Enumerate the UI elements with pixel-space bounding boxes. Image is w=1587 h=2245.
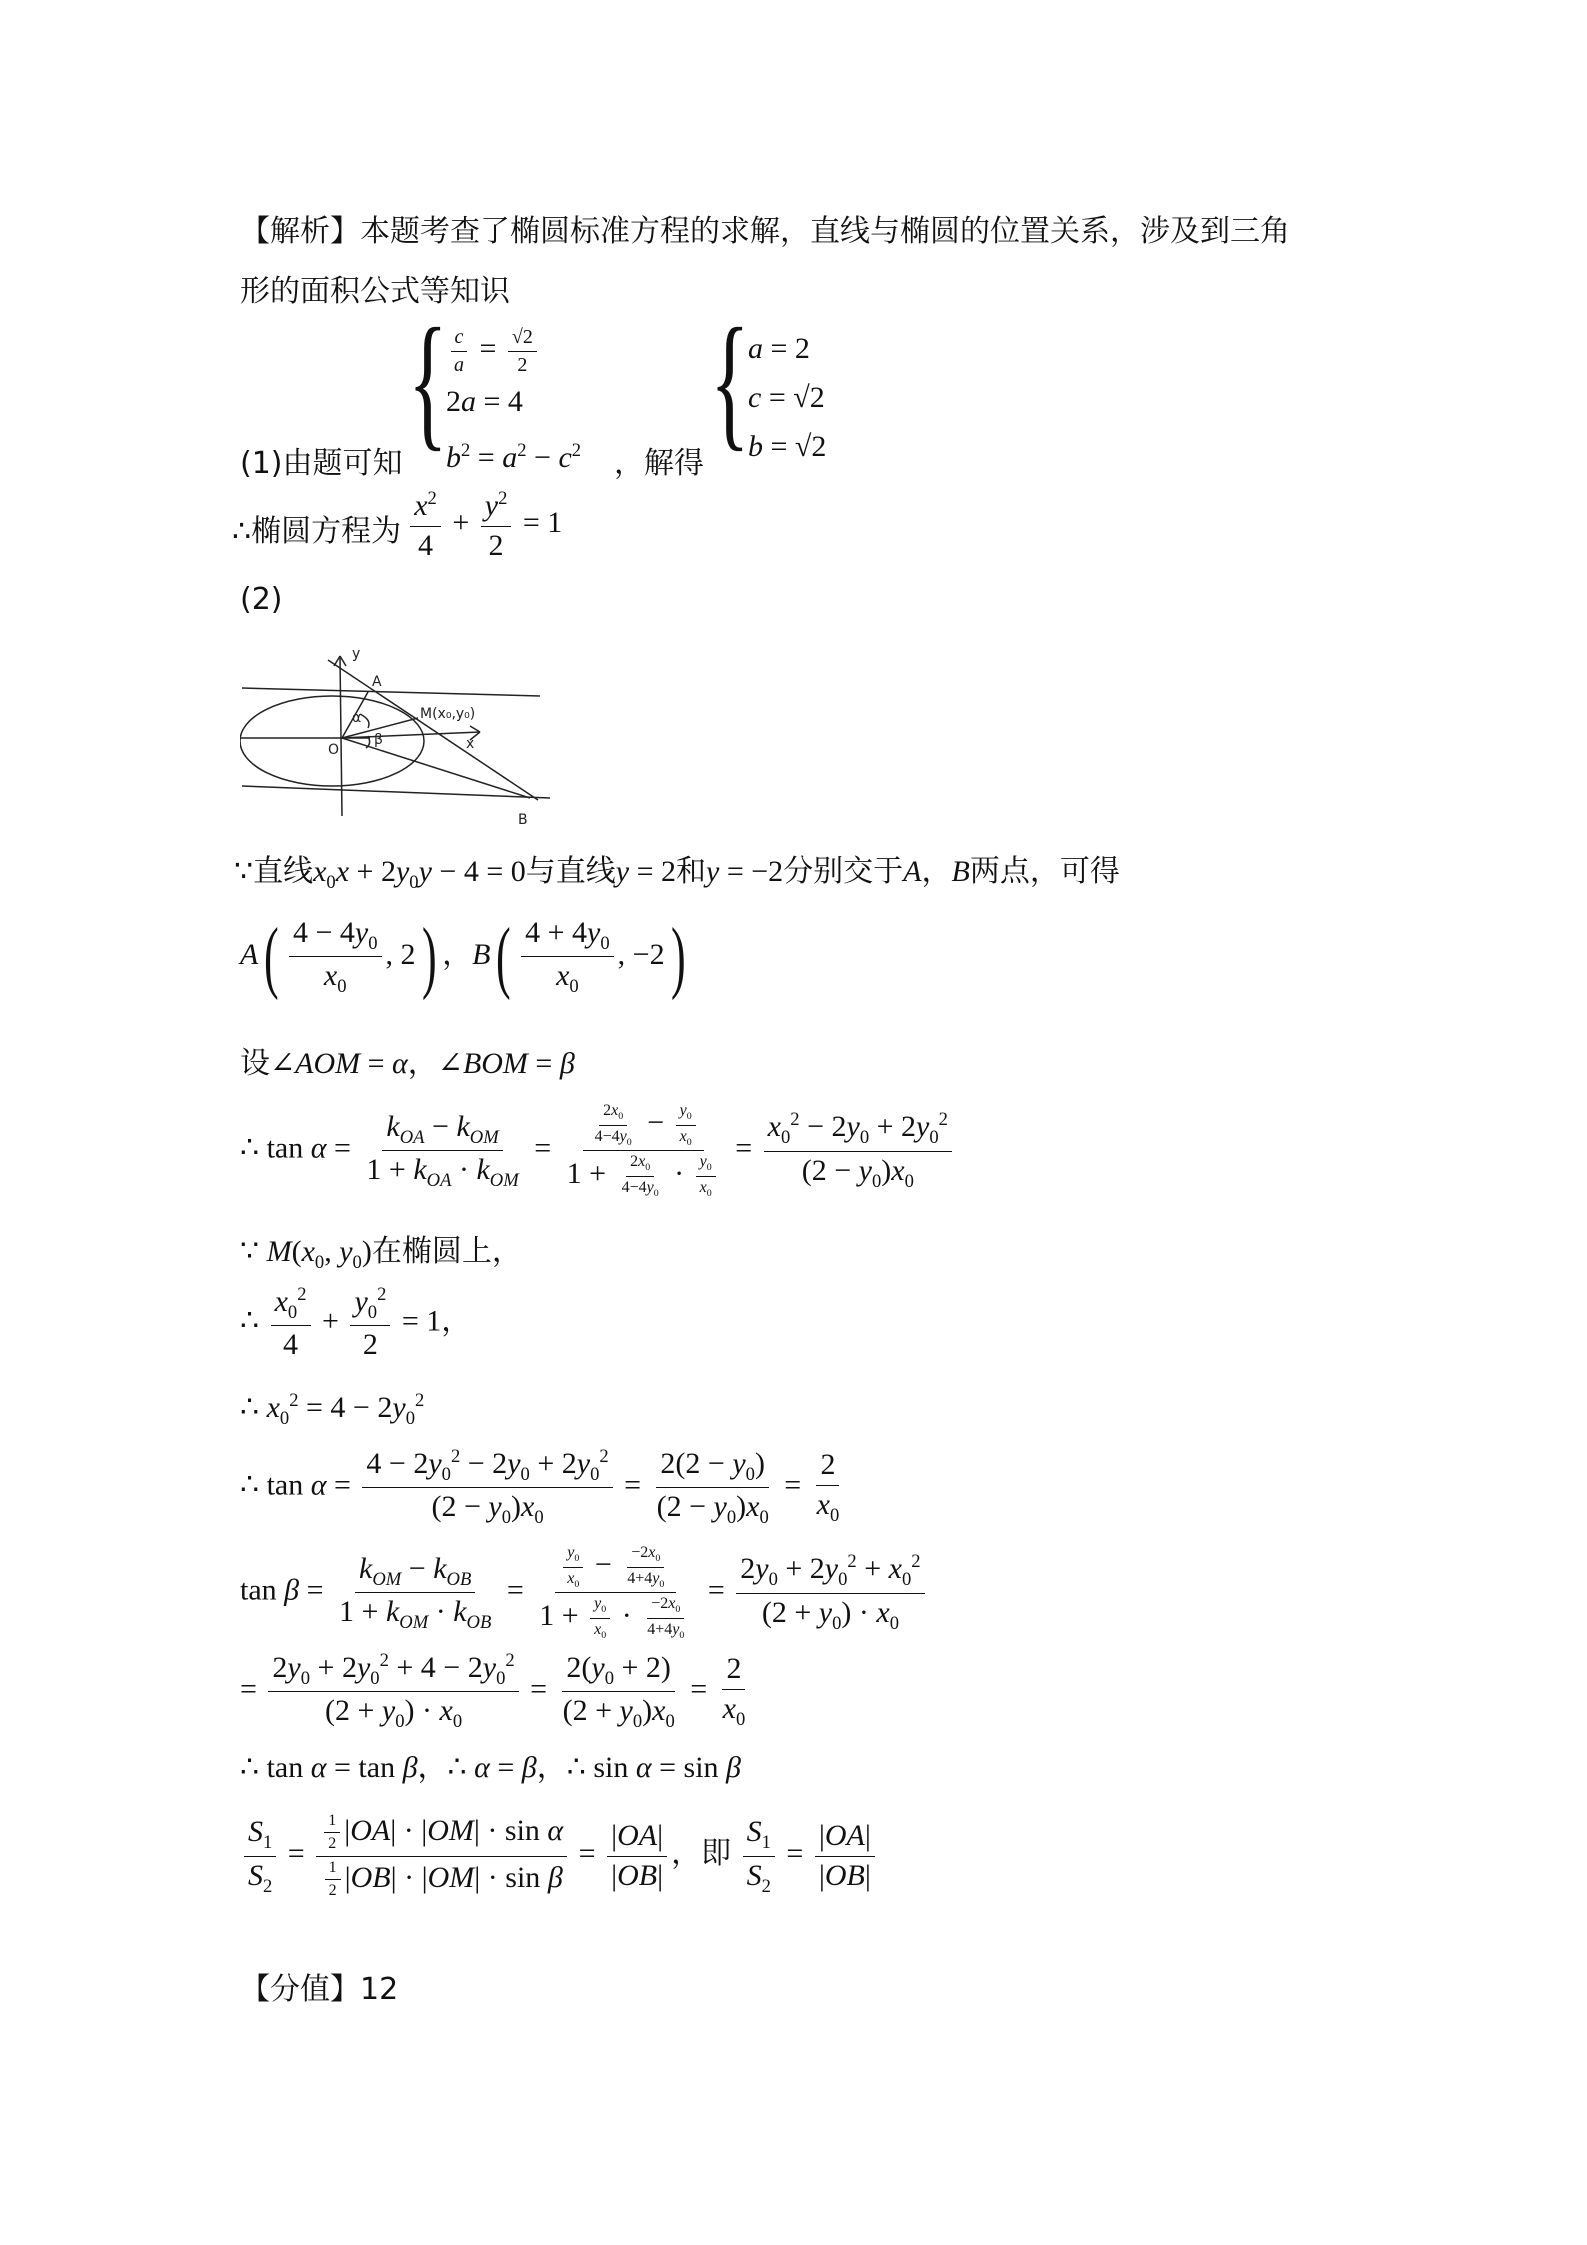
left-brace: { [408,298,448,464]
ellipse-figure [240,636,560,826]
intersect-text-a: ∵直线 [234,854,314,889]
fig-label-x: x [466,736,475,752]
fig-label-m: M(x₀,y₀) [420,706,476,722]
m-on-ellipse: ∵ $M(x_0$, $y_0$)在椭圆上， [240,1234,522,1273]
fig-label-a: A [372,674,382,690]
score-label: 【分值】12 [240,1972,399,2007]
solved-label: ，解得 [614,446,704,481]
right-brace: { [710,298,750,464]
angles-conclusion: ∴ tan α = tan β，∴ α = β，∴ sin α = sin β [240,1750,741,1785]
tan-beta-eq-1: tan β = $\frac{k_{OM} - k_{OB}}{1 + k_{OM} \cdot k_{OB}}$ = $\frac{y_0}{x_0}$ − $\frac{-2x_0}{4+4y_0}$ 1 + $\frac{y_0}{x_0}$ · $\frac{-2x_0}{4+4y_0}$ = $\frac{2y_0 + 2y_0^2 + x_0^2}{(2 + y_0) \cdot x_0}$ [240,1544,929,1641]
part2-label: (2) [240,582,283,617]
analysis-line-2: 形的面积公式等知识 [240,274,510,309]
set-angle-text: 设 [240,1046,270,1081]
fig-label-alpha: α [352,710,362,726]
ellipse-prefix: ∴椭圆方程为 [232,513,402,549]
ellipse-equation-row: ∴椭圆方程为 $\frac{x^2}{4}$ + $\frac{y^2}{2}$ = 1 [232,488,563,562]
intersection-statement: ∵直线$x_0x + 2y_0y - 4 = 0$与直线y = 2和y = −2分别交于A，B两点，可得 [234,854,1120,893]
x0-squared-eq: ∴ $x_0^2 = 4 - 2y_0^2$ [240,1390,425,1429]
tan-beta-eq-2: = $\frac{2y_0 + 2y_0^2 + 4 - 2y_0^2}{(2 + y_0) \cdot x_0}$ = $\frac{2(y_0 + 2)}{(2 + y_0)x_0}$ = $\frac{2}{x_0}$ [240,1650,746,1733]
area-ratio: $\frac{S_1}{S_2}$ = $\frac{1}{2}$ |OA| · |OM| · sin α $\frac{1}{2}$ |OB| · |OM| · sin β = $\frac{|OA|}{|OB|}$ ，即 $\frac{S_1}{S_2}$ = $\frac{|OA|}{|OB|}$ [240,1812,879,1901]
intersect-text-e: 两点，可得 [969,854,1120,889]
angle-definition: 设∠AOM = α，∠BOM = β [240,1046,575,1081]
on-ellipse-text: 在椭圆上， [371,1234,522,1269]
fig-label-b: B [518,812,528,826]
ie-text: ，即 [671,1836,732,1872]
intersect-text-c: 和 [676,854,707,889]
analysis-line-1: 【解析】本题考查了椭圆标准方程的求解，直线与椭圆的位置关系，涉及到三角 [240,214,1290,249]
m-ellipse-eq: ∴ $\frac{x_0^2}{4}$ + $\frac{y_0^2}{2}$ = 1， [240,1284,472,1362]
part1-prefix: (1)由题可知 [240,446,403,481]
fig-label-beta: β [374,732,383,748]
intersect-text-b: 与直线 [525,854,616,889]
solution-equations: a = 2 c = √2 b = √2 [748,332,827,463]
comma-1: ， [441,1303,472,1339]
tan-alpha-eq-2: ∴ tan α = $\frac{4 - 2y_0^2 - 2y_0 + 2y_0^2}{(2 - y_0)x_0}$ = $\frac{2(2 - y_0)}{(2 - y_0)x_0}$ = $\frac{2}{x_0}$ [240,1446,840,1529]
points-ab: A( $\frac{4 - 4y_0}{x_0}$ , 2) ，B( $\frac{4 + 4y_0}{x_0}$ , −2) [240,912,686,1001]
fig-label-o: O [328,742,340,758]
given-equations: $\frac{c}{a}$ = $\frac{√2}{2}$ 2a = 4 $b^2 = a^2 - c^2$ [446,325,582,474]
intersect-text-d: 分别交于 [783,854,904,889]
tan-alpha-eq-1: ∴ tan α = $\frac{k_{OA} - k_{OM}}{1 + k_{OA} \cdot k_{OM}}$ = $\frac{2x_0}{4-4y_0}$ − $\frac{y_0}{x_0}$ 1 + $\frac{2x_0}{4-4y_0}$ · $\frac{y_0}{x_0}$ = $\frac{x_0^2 - 2y_0 + 2y_0^2}{(2 - y_0)x_0}$ [240,1102,956,1199]
fig-label-y: y [352,646,361,662]
